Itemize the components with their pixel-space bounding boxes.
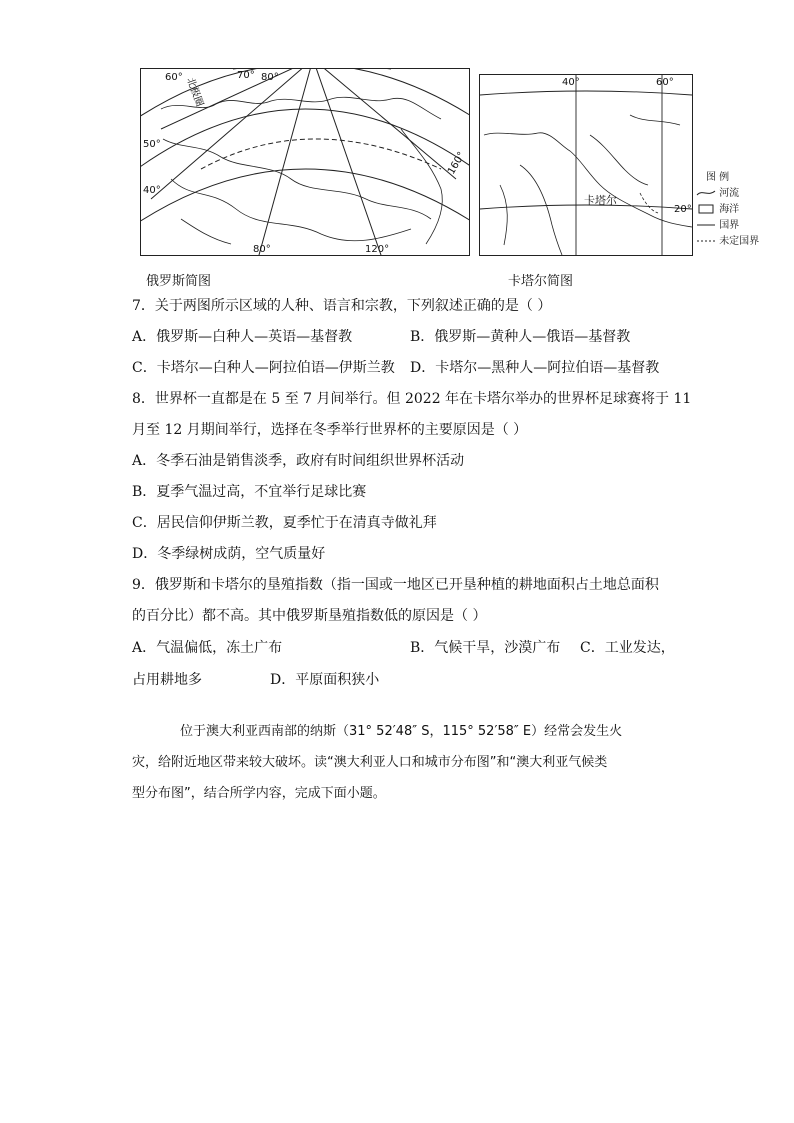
q7-option-c: C．卡塔尔—白种人—阿拉伯语—伊斯兰教 (132, 360, 395, 376)
qatar-lat20-label: 20° (674, 204, 692, 215)
russia-lat40-label: 40° (143, 185, 161, 196)
russia-map-caption: 俄罗斯简图 (146, 274, 212, 289)
legend-ocean-label: 海洋 (719, 204, 740, 215)
passage-line-2: 灾，给附近地区带来较大破坏。读“澳大利亚人口和城市分布图”和“澳大利亚气候类 (132, 755, 608, 770)
russia-lon120-label: 120° (365, 244, 390, 255)
russia-lat50-label: 50° (143, 139, 161, 150)
passage-line-1: 位于澳大利亚西南部的纳斯（31° 52′48″ S，115° 52′58″ E）经常会发生火 (180, 724, 623, 739)
q8-stem-line-2: 月至 12 月期间举行，选择在冬季举行世界杯的主要原因是（ ） (132, 422, 528, 438)
qatar-country-label: 卡塔尔 (584, 194, 617, 207)
russia-map-drawing (141, 69, 469, 255)
qatar-map (479, 74, 693, 256)
russia-lon160-label: 160° (446, 150, 468, 177)
river-symbol-icon (696, 188, 716, 198)
russia-lon80-top-label: 80° (261, 72, 279, 83)
q9-stem-line-2: 的百分比）都不高。其中俄罗斯垦殖指数低的原因是（ ） (132, 608, 487, 624)
qatar-lon40-label: 40° (562, 77, 580, 88)
qatar-map-caption: 卡塔尔简图 (508, 274, 574, 289)
legend-border-row (696, 216, 739, 231)
q9-option-b: B．气候干旱，沙漠广布 (410, 640, 561, 656)
legend-undefined-border-row (696, 232, 759, 247)
q7-option-d: D．卡塔尔—黑种人—阿拉伯语—基督教 (410, 360, 660, 376)
q9-option-c-continued: 占用耕地多 (132, 672, 202, 688)
legend-undefined-border-label: 未定国界 (719, 236, 760, 247)
russia-lat60-label: 60° (165, 72, 183, 83)
q9-stem-line-1: 9．俄罗斯和卡塔尔的垦殖指数（指一国或一地区已开垦种植的耕地面积占土地总面积 (132, 577, 659, 593)
q8-option-b: B．夏季气温过高，不宜举行足球比赛 (132, 484, 367, 500)
qatar-map-drawing (480, 75, 692, 255)
q8-option-c: C．居民信仰伊斯兰教，夏季忙于在清真寺做礼拜 (132, 515, 437, 531)
q8-option-a: A．冬季石油是销售淡季，政府有时间组织世界杯活动 (132, 453, 465, 469)
q9-option-c: C．工业发达， (580, 640, 675, 656)
legend-river-label: 河流 (719, 188, 740, 199)
map-legend (696, 168, 786, 258)
legend-ocean-row (696, 200, 739, 215)
legend-title: 图 例 (706, 172, 730, 183)
arctic-circle-label: 北极圈 (184, 76, 205, 109)
russia-lon70-label: 70° (237, 70, 255, 81)
russia-lon80-bottom-label: 80° (253, 244, 271, 255)
legend-border-label: 国界 (719, 220, 740, 231)
q8-stem-line-1: 8．世界杯一直都是在 5 至 7 月间举行。但 2022 年在卡塔尔举办的世界杯足球赛将于 11 (132, 391, 692, 407)
q7-stem: 7．关于两图所示区域的人种、语言和宗教，下列叙述正确的是（ ） (132, 298, 552, 314)
q9-option-a: A．气温偏低，冻土广布 (132, 640, 283, 656)
legend-river-row (696, 184, 739, 199)
passage-line-3: 型分布图”，结合所学内容，完成下面小题。 (132, 786, 386, 801)
q7-option-a: A．俄罗斯—白种人—英语—基督教 (132, 329, 353, 345)
undefined-border-symbol-icon (696, 236, 716, 246)
russia-map (140, 68, 470, 256)
ocean-symbol-icon (696, 204, 716, 214)
q8-option-d: D．冬季绿树成荫，空气质量好 (132, 546, 326, 562)
border-symbol-icon (696, 220, 716, 230)
q7-option-b: B．俄罗斯—黄种人—俄语—基督教 (410, 329, 631, 345)
q9-option-d: D．平原面积狭小 (270, 672, 380, 688)
qatar-lon60-label: 60° (656, 77, 674, 88)
